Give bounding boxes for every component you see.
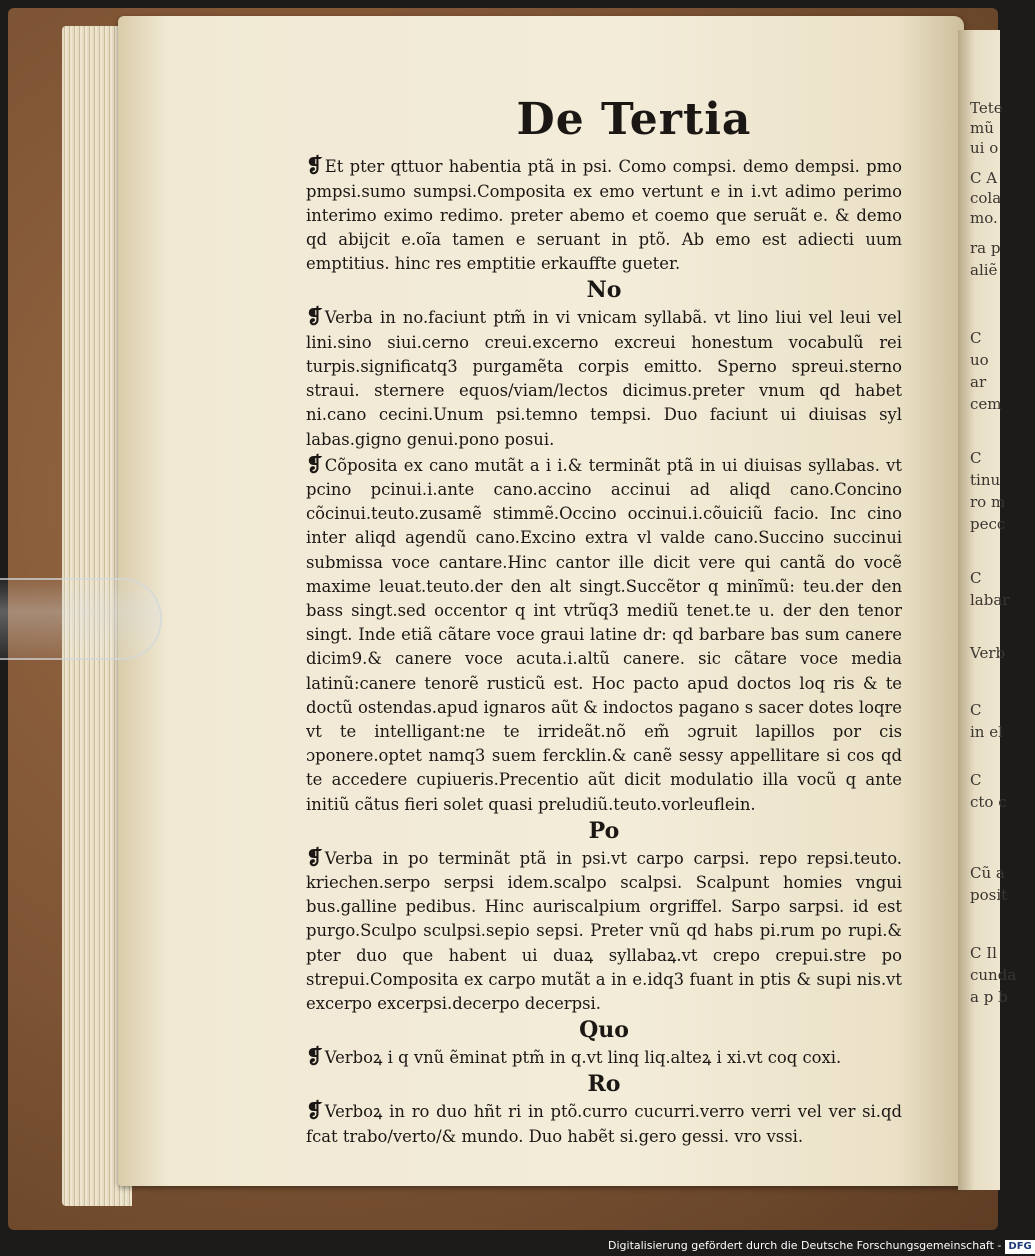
- right-page-fragment: labar: [970, 591, 1010, 609]
- right-page-fragment: mũ: [970, 119, 994, 137]
- pilcrow-icon: ❡: [306, 153, 323, 178]
- section-heading: No: [586, 277, 622, 304]
- right-page-fragment: mo.: [970, 209, 998, 227]
- right-page-fragment: Tete: [970, 99, 1003, 117]
- page-title: De Tertia: [516, 94, 752, 146]
- right-page-fragment: cola: [970, 189, 1002, 207]
- right-page-fragment: uo: [970, 351, 989, 369]
- paragraph: ❡ Verboꝝ i q vnũ ẽminat ptm̃ in q.vt linq liq.alteꝝ i xi.vt coq coxi.: [306, 1044, 842, 1069]
- pilcrow-icon: ❡: [306, 1098, 323, 1123]
- pilcrow-icon: ❡: [306, 844, 323, 869]
- right-page-fragment: posit: [970, 886, 1008, 904]
- right-page-fragment: ui o: [970, 139, 999, 157]
- section-ro: [306, 1070, 902, 1148]
- right-page-fragment: C A: [970, 169, 998, 187]
- intro: [306, 153, 902, 276]
- pilcrow-icon: ❡: [306, 1044, 323, 1069]
- right-page-fragment: cunda: [970, 966, 1017, 984]
- right-page-fragment: Verb: [970, 644, 1006, 662]
- paragraph: ❡ Verboꝝ in ro duo hñt ri in ptõ.curro cucurri.verro verri vel ver si.qd fcat trabo/verto/& mundo. Duo habẽt si.gero gessi. vro vssi.: [306, 1098, 902, 1146]
- right-page-fragment: tinu: [970, 471, 1001, 489]
- right-page-fragment: a p b: [970, 988, 1008, 1006]
- paragraph: ❡ Et pter qttuor habentia ptã in psi. Como compsi. demo dempsi. pmo pmpsi.sumo sumpsi.Composita ex emo vertunt e in i.vt adimo perimo interimo eximo redimo. preter abemo et coemo que seruãt e. & demo qd abijcit e.oĩa tamen e seruant in ptõ. Ab emo est adiecti uum emptitius. hinc res emptitie erkauffte gueter.: [306, 153, 902, 274]
- right-page-fragment: C: [970, 569, 982, 587]
- glass-strap: [0, 578, 162, 660]
- right-page-fragment: C: [970, 771, 982, 789]
- section-heading: Po: [588, 817, 620, 844]
- right-page-fragment: C: [970, 701, 982, 719]
- footer-text: Digitalisierung gefördert durch die Deutsche Forschungsgemeinschaft -: [608, 1239, 1002, 1252]
- section-quo: [306, 1016, 902, 1070]
- section-heading: Quo: [579, 1017, 629, 1044]
- right-page-fragment: C: [970, 449, 982, 467]
- pilcrow-icon: ❡: [306, 304, 323, 329]
- page-text-block: [306, 62, 902, 1149]
- section-heading: Ro: [587, 1071, 621, 1098]
- right-page-fragment: Cũ a: [970, 864, 1005, 882]
- right-page-fragment: C: [970, 329, 982, 347]
- right-page-fragment: cto c: [970, 793, 1007, 811]
- paragraph: ❡ Verba in po terminãt ptã in psi.vt carpo carpsi. repo repsi.teuto. kriechen.serpo serpsi idem.scalpo scalpsi. Scalpunt homies vngui bus.galline pedibus. Hinc auriscalpium orgriffel. Sarpo sarpsi. id est purgo.Sculpo sculpsi.sepio sepsi. Preter vnũ qd habs pi.rum po rupi.& pter duo que habent ui duaꝝ syllabaꝝ.vt crepo crepui.stre po strepui.Composita ex carpo mutãt a in e.idq3 fuant in ptis & supi nis.vt excerpo excerpsi.decerpo decerpsi.: [306, 844, 902, 1013]
- right-page-fragment: cem: [970, 395, 1002, 413]
- pilcrow-icon: ❡: [306, 451, 323, 476]
- right-page-fragment: in el: [970, 723, 1003, 741]
- digitization-footer: [608, 1236, 1032, 1256]
- right-page-fragment: ro m: [970, 493, 1006, 511]
- right-page-fragment: ar: [970, 373, 987, 391]
- right-page-fragment: pecc: [970, 515, 1006, 533]
- right-page-fragment: ra p: [970, 239, 1001, 257]
- right-page-margin: [958, 30, 1017, 1190]
- right-page-fragment: C Il: [970, 944, 997, 962]
- right-page-fragment: aliẽ: [970, 261, 998, 279]
- paragraph: ❡ Verba in no.faciunt ptm̃ in vi vnicam syllabã. vt lino liui vel leui vel lini.sino siui.cerno creui.excerno excreui honestum vocabulũ rei turpis.significatq3 purgamẽta corpis emitto. Sperno spreui.sterno straui. sternere equos/viam/lectos dicimus.preter vnum qd habet ni.cano cecini.Unum psi.temno tempsi. Duo faciunt ui diuisas syl labas.gigno genui.pono posui.: [306, 304, 902, 449]
- dfg-logo: DFG: [1005, 1240, 1034, 1254]
- section-po: [306, 817, 902, 1016]
- section-no: [306, 276, 902, 816]
- paragraph: ❡ Cõposita ex cano mutãt a i i.& terminãt ptã in ui diuisas syllabas. vt pcino pcinui.i.ante cano.accino accinui ad aliqd cano.Concino cõcinui.teuto.zusamẽ stimmẽ.Occino occinui.i.cõuiciũ facio. Inc cino inter aliqd agendũ cano.Excino extra vl valde cano.Succino succinui submissa voce cantare.Hinc cantor ille dicit vere qui cantã do vocẽ maxime leuat.teuto.der den alt singt.Succẽtor q minĩmũ: teu.der den bass singt.sed occentor q int vtrũq3 mediũ tenet.te u. der den tenor singt. Inde etiã cãtare voce graui latine dr: qd barbare bas sum canere dicim9.& canere voce acuta.i.altũ canere. sic cãtare voce media latinũ:canere tenorẽ rusticũ est. Hoc pacto apud doctos loq ris & te doctũ ostendas.apud ignaros aũt & indoctos pagano s sacer dotes loqre vt te intelligant:ne te irrideãt.nõ em̃ ɔgruit lapillos por cis ɔponere.optet namq3 suem fercklin.& canẽ sessy appellitare si cos qd te accedere cupiueris.Precentio aũt dicit modulatio illa vocũ q ante initiũ cãtus fieri solet quasi preludiũ.teuto.vorleuflein.: [306, 451, 902, 814]
